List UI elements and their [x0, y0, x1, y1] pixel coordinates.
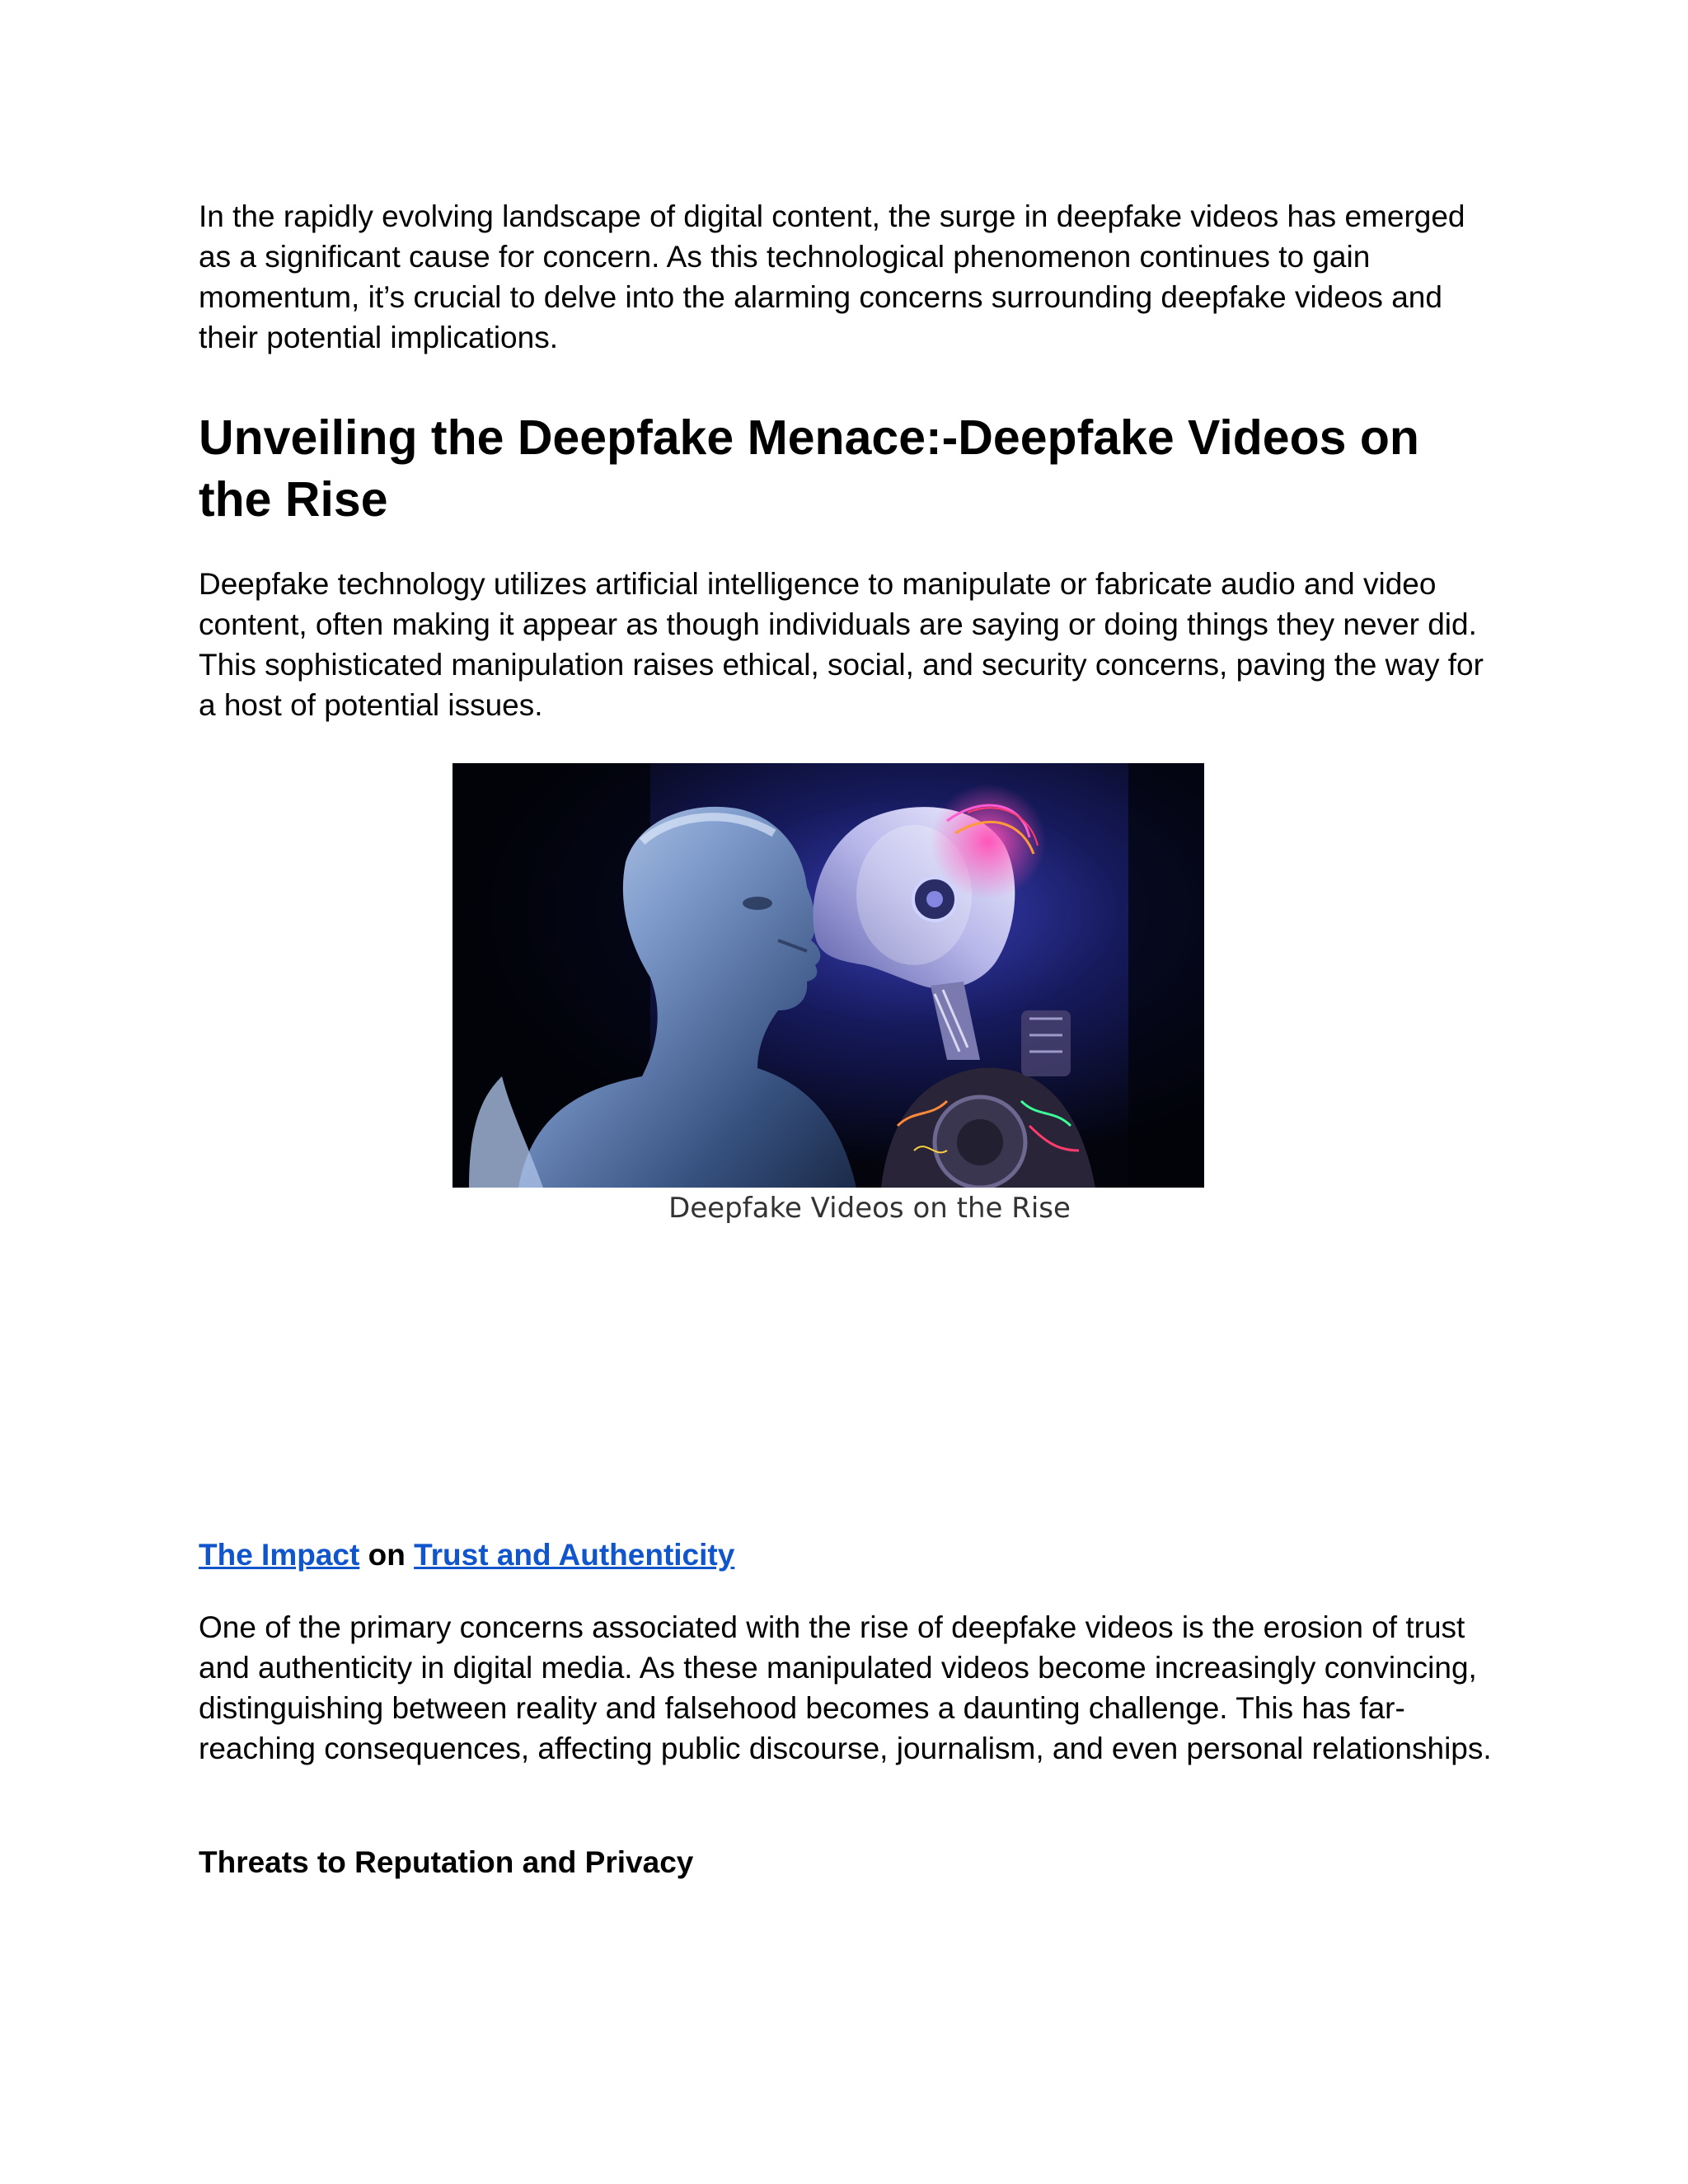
section-heading-impact	[199, 1535, 734, 1575]
heading-connector: on	[359, 1538, 415, 1572]
trust-and-authenticity-link[interactable]: Trust and Authenticity	[414, 1538, 735, 1572]
section-heading-deepfake-menace: Unveiling the Deepfake Menace:-Deepfake Videos on the Rise	[199, 410, 1419, 527]
section-heading-threats: Threats to Reputation and Privacy	[199, 1845, 694, 1879]
intro-paragraph: In the rapidly evolving landscape of digital content, the surge in deepfake videos has emerged as a significant cause for concern. As this technological phenomenon continues to gain momentum, it’s crucial to delve into the alarming concerns surrounding deepfake videos and their potential implications.	[199, 199, 1465, 354]
figure-caption-text: Deepfake Videos on the Rise	[668, 1192, 1071, 1225]
deepfake-technology-paragraph: Deepfake technology utilizes artificial intelligence to manipulate or fabricate audio and video content, often making it appear as though individuals are saying or doing things they never did. This sophisticated manipulation raises ethical, social, and security concerns, paving the way for a host of potential issues.	[199, 567, 1484, 722]
figure-caption	[452, 1188, 1204, 1230]
impact-paragraph: One of the primary concerns associated with the rise of deepfake videos is the erosion of trust and authenticity in digital media. As these manipulated videos become increasingly convincing, distinguishing between reality and falsehood becomes a daunting challenge. This has far-reaching consequences, affecting public discourse, journalism, and even personal relationships.	[199, 1610, 1492, 1765]
deepfake-figure	[452, 763, 1204, 1230]
the-impact-link[interactable]: The Impact	[199, 1538, 360, 1572]
deepfake-robot-image	[452, 763, 1204, 1188]
